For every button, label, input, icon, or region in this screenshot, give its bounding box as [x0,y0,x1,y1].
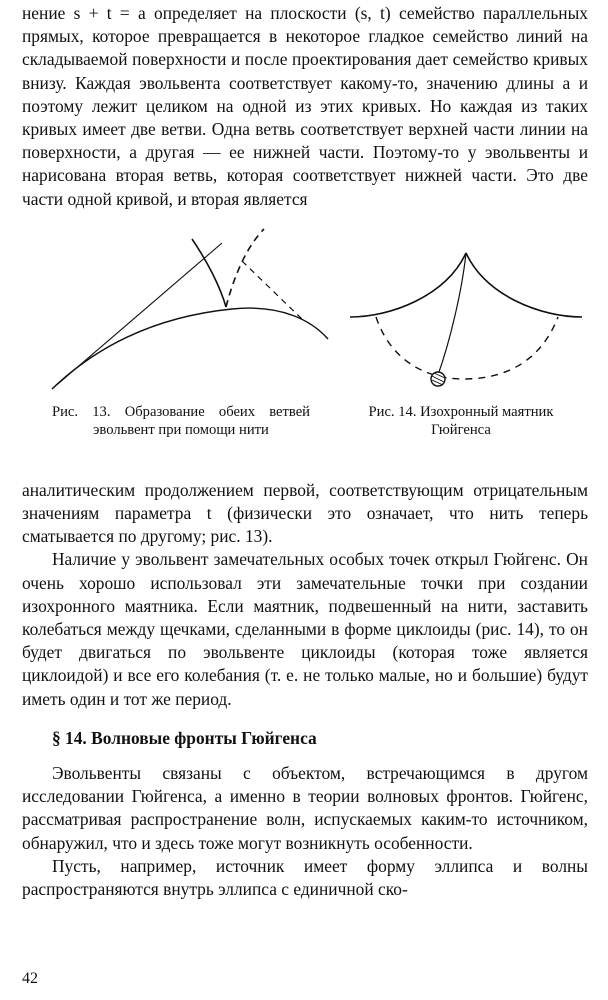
figure-14-caption: Рис. 14. Изохронный маятник Гюйгенса [368,403,554,438]
figure-13-caption: Рис. 13. Образование обеих ветвей эвольвент при помощи нити [52,403,310,438]
paragraph-middle-1: аналитическим продолжением первой, соответствующим отрицательным значениям параметра t (физически это означает, что нить теперь сматывается по другому; рис. 13). [22,479,588,547]
figure-14-isochronous-pendulum [346,251,586,396]
figure-13-involute-diagram [42,221,332,391]
fig13-thread-line [52,243,222,389]
paragraph-bottom-1: Эвольвенты связаны с объектом, встречающимся в другом исследовании Гюйгенса, а именно в теории волновых фронтов. Гюйгенс, рассматривая распространение волн, испускаемых каким-то источником, обнаружил, что и здесь тоже могут возникнуть особенности. [22,763,588,853]
paragraph-bottom-2: Пусть, например, источник имеет форму эллипса и волны распространяются внутрь эллипса с единичной ско- [22,855,588,900]
fig13-involute-dashed [226,229,264,307]
fig14-cheek-right [466,253,582,317]
figures-block [22,221,588,479]
paragraph-middle-2: Наличие у эвольвент замечательных особых точек открыл Гюйгенс. Он очень хорошо использовал эти замечательные точки при создании изохронного маятника. Если маятник, подвешенный на нити, заставить колебаться между щечками, сделанными в форме циклоиды (рис. 14), то он будет двигаться по эвольвенте циклоиды (которая тоже является циклоидой) и все его колебания (т. е. не только малые, но и большие) будут иметь один и тот же период. [22,549,588,709]
fig14-trajectory-dashed [376,317,558,379]
book-page [22,2,588,901]
paragraph-top: нение s + t = a определяет на плоскости (s, t) семейство параллельных прямых, которое превращается в некоторое гладкое семейство линий на складываемой поверхности и после проектирования дает семейство кривых внизу. Каждая эвольвента соответствует какому-то, значению длины a и поэтому лежит целиком на одной из этих кривых. Но каждая из таких кривых имеет две ветви. Одна ветвь соответствует верхней части линии на поверхности, а другая — ее нижней части. Поэтому-то у эвольвенты и нарисована вторая ветвь, которая соответствует нижней части. Это две части одной кривой, и вторая является [22,3,588,209]
section-heading: § 14. Волновые фронты Гюйгенса [52,727,317,748]
fig13-base-curve [52,308,328,389]
fig14-cheek-left [350,253,466,317]
fig14-pendulum-thread [438,253,466,375]
fig13-involute-solid [192,239,226,307]
page-number: 42 [22,970,38,987]
fig13-thread-dashed [242,261,304,321]
